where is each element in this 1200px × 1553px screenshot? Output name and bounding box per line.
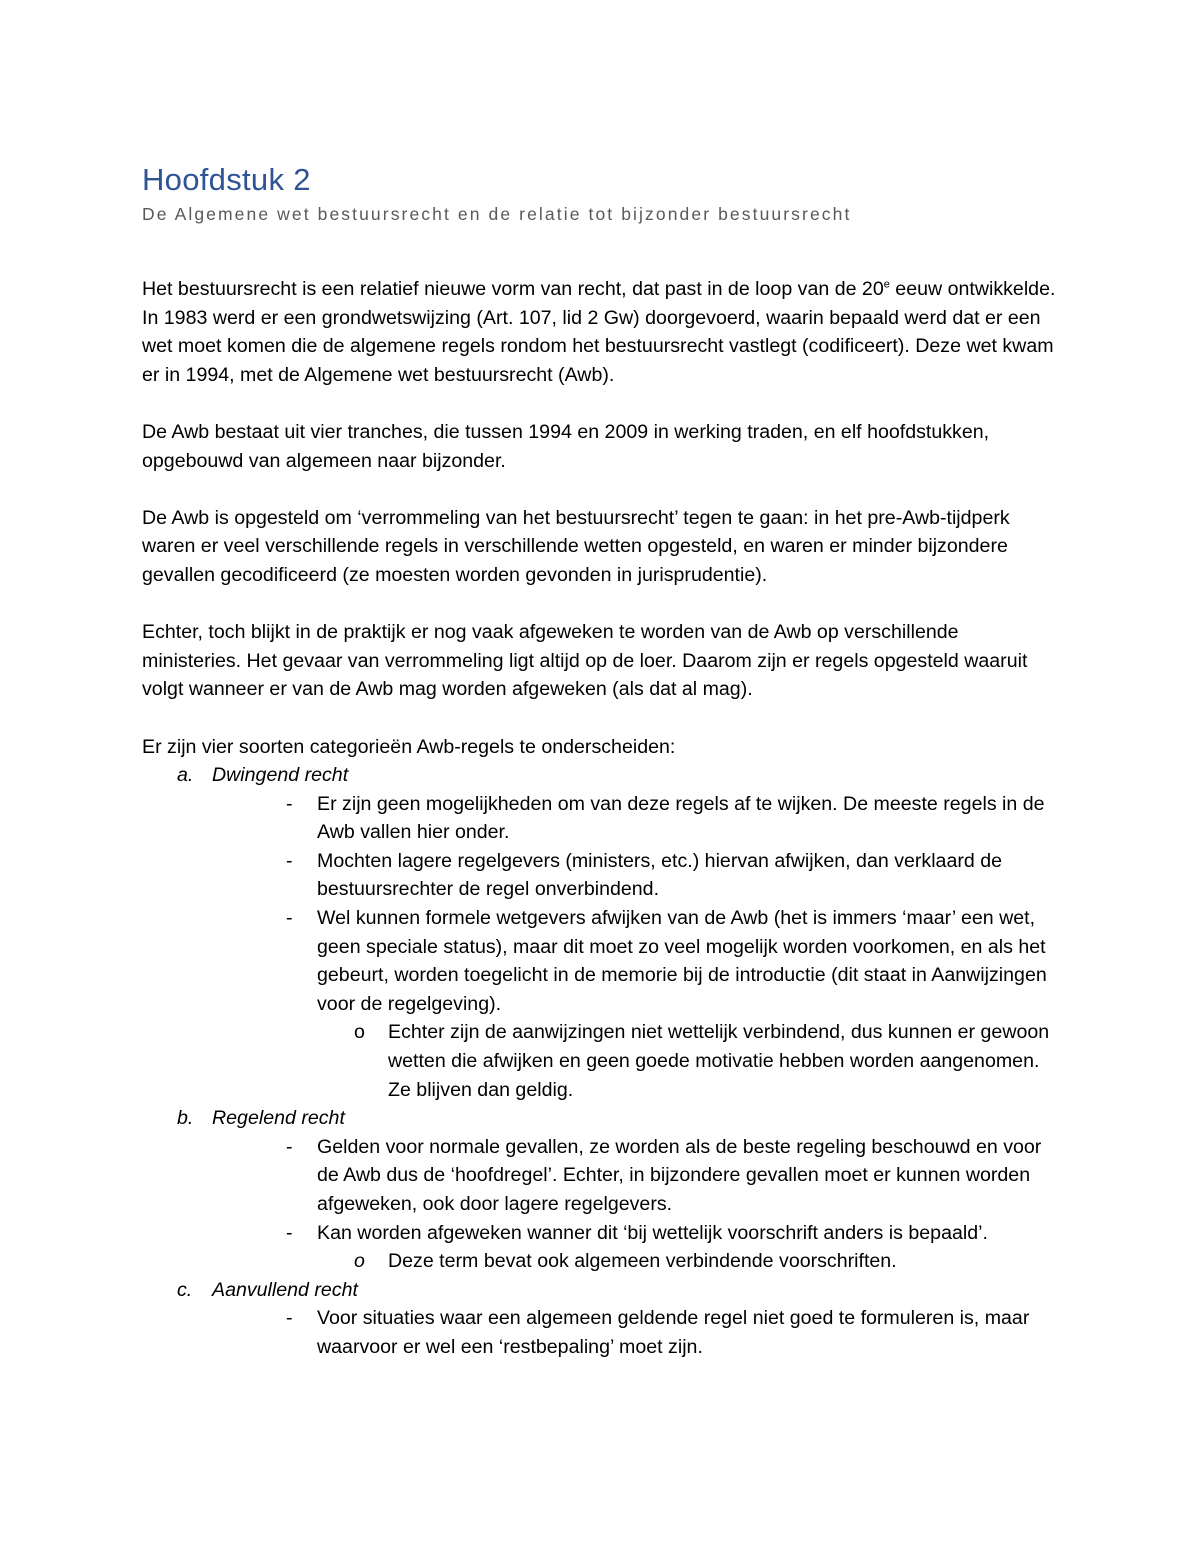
category-label: Aanvullend recht [212,1278,358,1301]
list-marker: b. [177,1107,194,1130]
category-item [142,1276,1062,1305]
category-label: Dwingend recht [212,764,349,787]
category-item [142,761,1062,790]
dash-bullet: - [286,907,293,930]
paragraph-intro: Het bestuursrecht is een relatief nieuwe vorm van recht, dat past in de loop van de 20e eeuw ontwikkelde. In 1983 werd er een grondwetswijzing (Art. 107, lid 2 Gw) doorgevoerd, waarin bepaald werd dat er een wet moet komen die de algemene regels rondom het bestuursrecht vastlegt (codificeert). Deze wet kwam er in 1994, met de Algemene wet bestuursrecht (Awb). [142,278,1056,386]
list-item: - Mochten lagere regelgevers (ministers, etc.) hiervan afwijken, dan verklaard de bestuursrechter de regel onverbindend. [142,847,1062,904]
paragraph-practice: Echter, toch blijkt in de praktijk er nog vaak afgeweken te worden van de Awb op verschillende ministeries. Het gevaar van verrommeling ligt altijd op de loer. Daarom zijn er regels opgesteld waaruit volgt wanneer er van de Awb mag worden afgeweken (als dat al mag). [142,621,1028,701]
sub-list-item: o Echter zijn de aanwijzingen niet wettelijk verbindend, dus kunnen er gewoon wetten die afwijken en geen goede motivatie hebben worden aangenomen. Ze blijven dan geldig. [142,1018,1062,1104]
list-item: - Er zijn geen mogelijkheden om van deze regels af te wijken. De meeste regels in de Awb vallen hier onder. [142,790,1062,847]
dash-bullet: - [286,1135,293,1158]
paragraph-purpose: De Awb is opgesteld om ‘verrommeling van het bestuursrecht’ tegen te gaan: in het pre-Awb-tijdperk waren er veel verschillende regels in verschillende wetten opgesteld, en waren er minder bijzondere gevallen gecodificeerd (ze moesten worden gevonden in jurisprudentie). [142,506,1010,586]
superscript: e [883,278,890,291]
category-item [142,1104,1062,1133]
circle-bullet: o [354,1021,365,1044]
list-item: - Kan worden afgeweken wanner dit ‘bij wettelijk voorschrift anders is bepaald’. [142,1219,1062,1248]
dash-bullet: - [286,1307,293,1330]
circle-bullet: o [354,1250,365,1273]
dash-bullet: - [286,792,293,815]
chapter-subtitle: De Algemene wet bestuursrecht en de relatie tot bijzonder bestuursrecht [142,204,852,224]
paragraph-categories-intro: Er zijn vier soorten categorieën Awb-regels te onderscheiden: [142,735,676,758]
list-item: - Gelden voor normale gevallen, ze worden als de beste regeling beschouwd en voor de Awb dus de ‘hoofdregel’. Echter, in bijzondere gevallen moet er kunnen worden afgeweken, ook door lagere regelgevers. [142,1133,1062,1219]
dash-bullet: - [286,849,293,872]
sub-list-item: o Deze term bevat ook algemeen verbindende voorschriften. [142,1247,1062,1276]
chapter-title: Hoofdstuk 2 [142,162,311,197]
dash-bullet: - [286,1221,293,1244]
list-item: - Voor situaties waar een algemeen geldende regel niet goed te formuleren is, maar waarvoor er wel een ‘restbepaling’ moet zijn. [142,1304,1062,1361]
paragraph-tranches: De Awb bestaat uit vier tranches, die tussen 1994 en 2009 in werking traden, en elf hoofdstukken, opgebouwd van algemeen naar bijzonder. [142,420,990,472]
category-label: Regelend recht [212,1107,345,1130]
list-marker: a. [177,764,194,787]
list-item: - Wel kunnen formele wetgevers afwijken van de Awb (het is immers ‘maar’ een wet, geen speciale status), maar dit moet zo veel mogelijk worden voorkomen, en als het gebeurt, worden toegelicht in de memorie bij de introductie (dit staat in Aanwijzingen voor de regelgeving). [142,904,1062,1018]
list-marker: c. [177,1278,193,1301]
document-body [142,275,1062,1362]
